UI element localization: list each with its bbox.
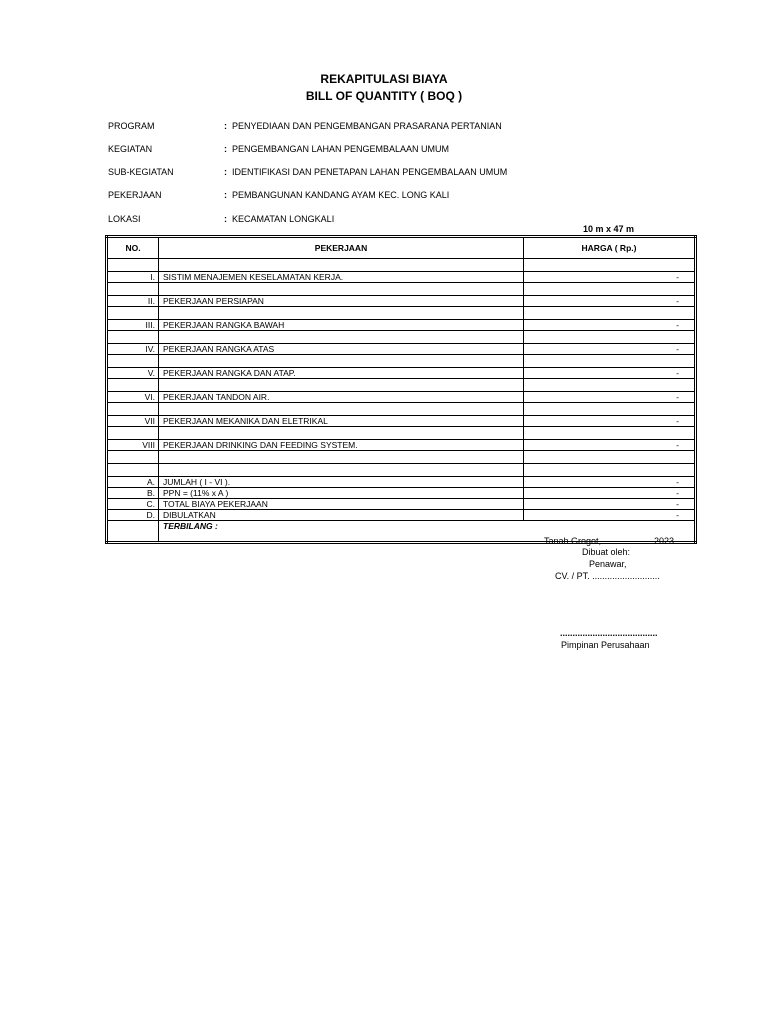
row-work: PEKERJAAN MEKANIKA DAN ELETRIKAL xyxy=(159,416,524,427)
header-work: PEKERJAAN xyxy=(159,237,524,259)
row-work: PEKERJAAN PERSIAPAN xyxy=(159,296,524,307)
terbilang-label: TERBILANG : xyxy=(159,521,696,543)
spacer-row xyxy=(107,331,696,344)
row-number: IV. xyxy=(107,344,159,355)
info-row xyxy=(108,166,628,178)
sign-bidder: Penawar, xyxy=(589,559,627,569)
info-colon: : xyxy=(224,190,227,200)
table-row xyxy=(107,488,696,499)
row-number: VII xyxy=(107,416,159,427)
info-value: IDENTIFIKASI DAN PENETAPAN LAHAN PENGEMBALAAN UMUM xyxy=(232,167,508,177)
sign-position: Pimpinan Perusahaan xyxy=(561,640,650,650)
row-work: PEKERJAAN RANGKA ATAS xyxy=(159,344,524,355)
info-value: PEMBANGUNAN KANDANG AYAM KEC. LONG KALI xyxy=(232,190,450,200)
row-price: - xyxy=(524,488,696,499)
row-work: JUMLAH ( I - VI ). xyxy=(159,477,524,488)
terbilang-row xyxy=(107,521,696,543)
table-row xyxy=(107,477,696,488)
boq-body xyxy=(107,259,696,543)
info-value: PENGEMBANGAN LAHAN PENGEMBALAAN UMUM xyxy=(232,144,450,154)
header-price: HARGA ( Rp.) xyxy=(524,237,696,259)
info-colon: : xyxy=(224,214,227,224)
spacer-row xyxy=(107,403,696,416)
spacer-row xyxy=(107,283,696,296)
row-price: - xyxy=(524,477,696,488)
row-work: SISTIM MENAJEMEN KESELAMATAN KERJA. xyxy=(159,272,524,283)
info-row xyxy=(108,213,628,225)
row-number: C. xyxy=(107,499,159,510)
row-price: - xyxy=(524,392,696,403)
row-number: A. xyxy=(107,477,159,488)
row-number: I. xyxy=(107,272,159,283)
table-row xyxy=(107,416,696,427)
info-value: KECAMATAN LONGKALI xyxy=(232,214,335,224)
table-row xyxy=(107,296,696,307)
sign-year: 2023 xyxy=(654,536,675,546)
row-price: - xyxy=(524,416,696,427)
row-work: PEKERJAAN TANDON AIR. xyxy=(159,392,524,403)
info-row xyxy=(108,120,628,132)
spacer-row xyxy=(107,427,696,440)
info-colon: : xyxy=(224,144,227,154)
table-row xyxy=(107,320,696,331)
sign-company: CV. / PT. ........................... xyxy=(555,571,660,581)
info-colon: : xyxy=(224,167,227,177)
row-price: - xyxy=(524,272,696,283)
document-title: REKAPITULASI BIAYA xyxy=(320,72,448,86)
info-label: KEGIATAN xyxy=(108,144,153,154)
table-row xyxy=(107,440,696,451)
info-row xyxy=(108,143,628,155)
info-value: PENYEDIAAN DAN PENGEMBANGAN PRASARANA PERTANIAN xyxy=(232,121,502,131)
info-colon: : xyxy=(224,121,227,131)
boq-table xyxy=(105,235,697,544)
row-price: - xyxy=(524,368,696,379)
row-price: - xyxy=(524,499,696,510)
info-label: PEKERJAAN xyxy=(108,190,162,200)
row-work: DIBULATKAN xyxy=(159,510,524,521)
row-number: D. xyxy=(107,510,159,521)
table-row xyxy=(107,510,696,521)
info-label: LOKASI xyxy=(108,214,141,224)
table-row xyxy=(107,272,696,283)
spacer-row xyxy=(107,379,696,392)
row-price: - xyxy=(524,440,696,451)
sign-place: Tanah Grogot, xyxy=(544,536,602,546)
row-number: V. xyxy=(107,368,159,379)
header-no: NO. xyxy=(107,237,159,259)
row-work: PEKERJAAN RANGKA BAWAH xyxy=(159,320,524,331)
row-number: III. xyxy=(107,320,159,331)
row-work: PEKERJAAN DRINKING DAN FEEDING SYSTEM. xyxy=(159,440,524,451)
row-price: - xyxy=(524,344,696,355)
sign-made-by: Dibuat oleh: xyxy=(582,547,631,557)
row-number: VI. xyxy=(107,392,159,403)
row-number: B. xyxy=(107,488,159,499)
spacer-row xyxy=(107,355,696,368)
row-work: PEKERJAAN RANGKA DAN ATAP. xyxy=(159,368,524,379)
row-work: TOTAL BIAYA PEKERJAAN xyxy=(159,499,524,510)
row-number: II. xyxy=(107,296,159,307)
info-row xyxy=(108,189,628,201)
row-work: PPN = (11% x A ) xyxy=(159,488,524,499)
spacer-row xyxy=(107,464,696,477)
row-price: - xyxy=(524,320,696,331)
spacer-row xyxy=(107,307,696,320)
table-row xyxy=(107,344,696,355)
spacer-row xyxy=(107,451,696,464)
table-row xyxy=(107,499,696,510)
info-label: SUB-KEGIATAN xyxy=(108,167,174,177)
dimension-label: 10 m x 47 m xyxy=(583,224,635,234)
info-label: PROGRAM xyxy=(108,121,155,131)
sign-line: ....................................... xyxy=(560,628,658,638)
spacer-row xyxy=(107,259,696,272)
row-number: VIII xyxy=(107,440,159,451)
row-price: - xyxy=(524,510,696,521)
row-price: - xyxy=(524,296,696,307)
table-row xyxy=(107,392,696,403)
table-row xyxy=(107,368,696,379)
document-subtitle: BILL OF QUANTITY ( BOQ ) xyxy=(305,89,463,103)
